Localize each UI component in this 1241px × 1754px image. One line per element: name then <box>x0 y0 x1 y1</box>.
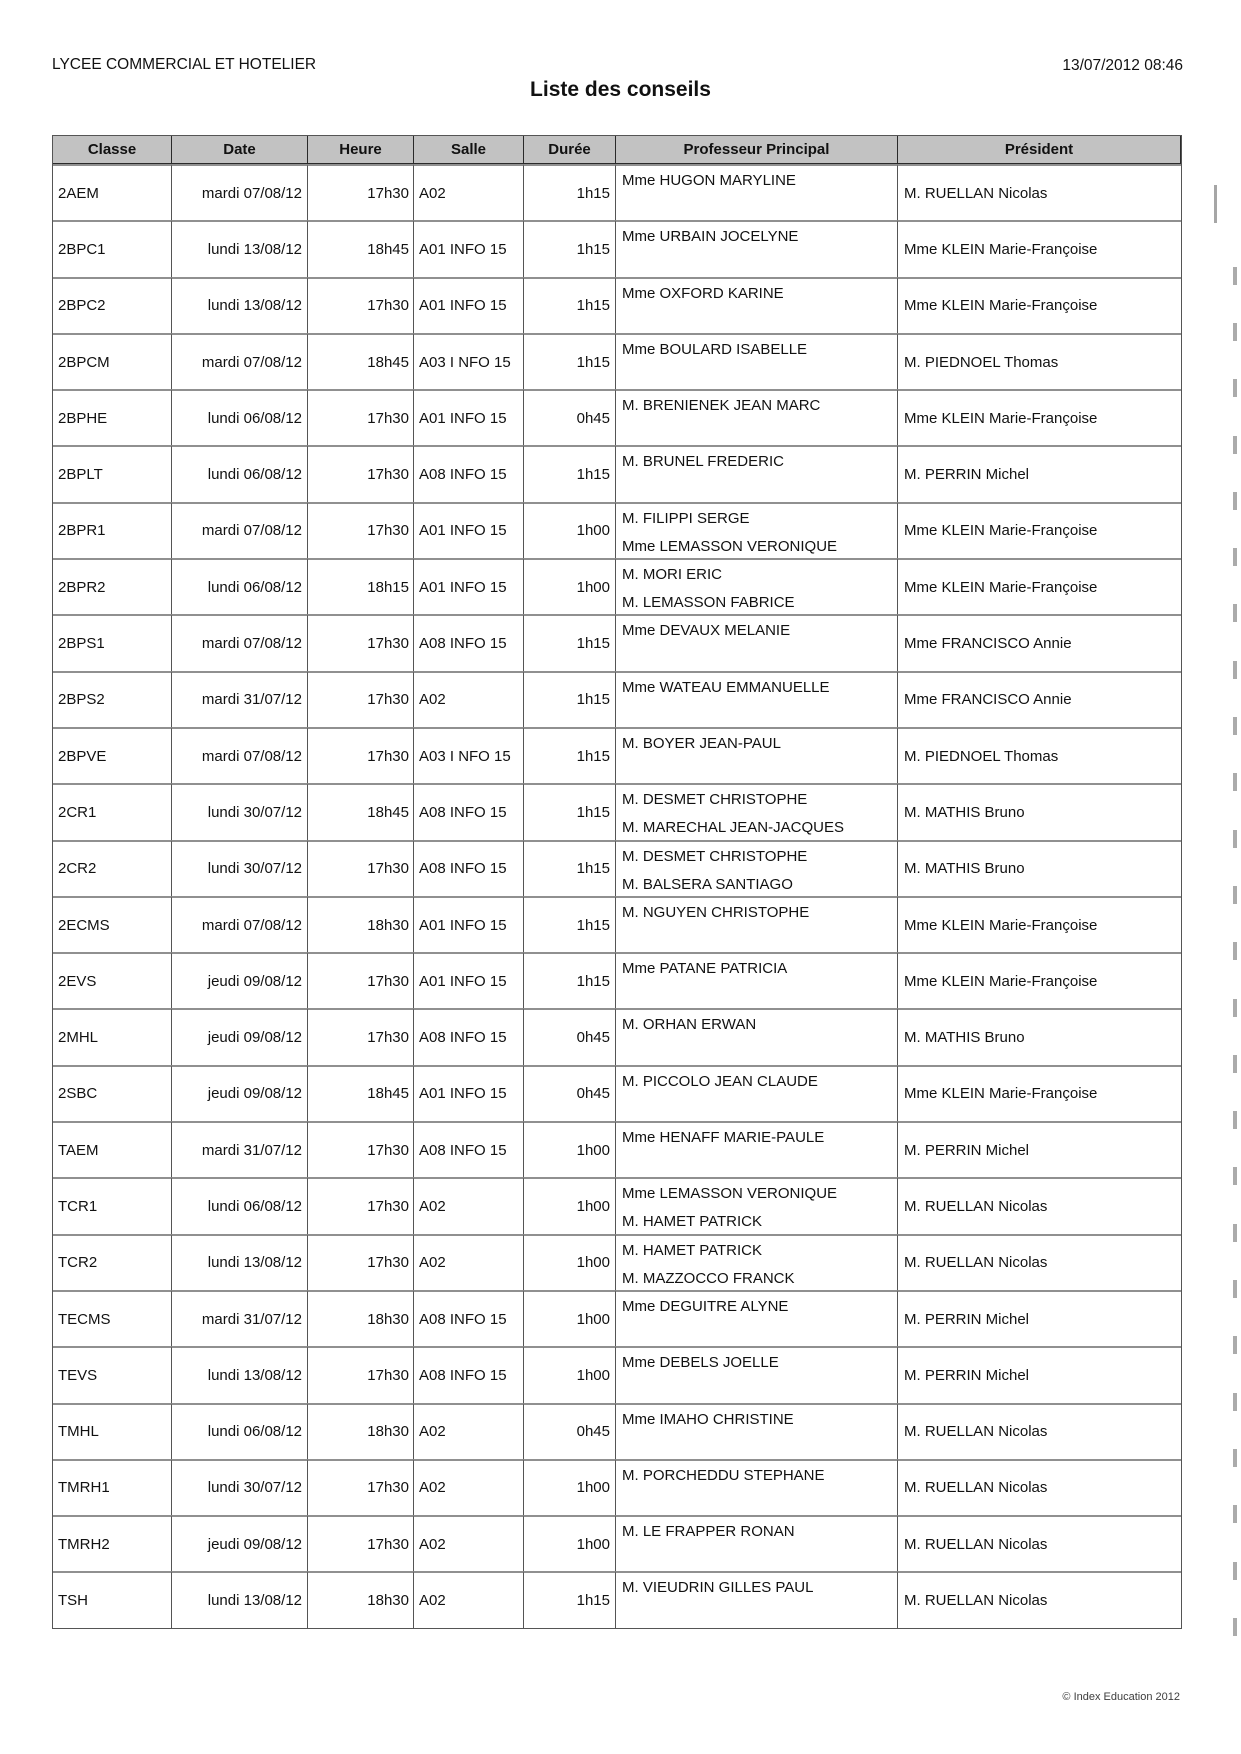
cell-professeur-principal <box>616 1290 898 1346</box>
cell-president: M. PIEDNOEL Thomas <box>898 333 1181 389</box>
cell-salle: A08 INFO 15 <box>414 783 524 839</box>
cell-duree: 1h00 <box>524 1515 616 1571</box>
cell-heure: 17h30 <box>308 502 414 558</box>
cell-president: Mme KLEIN Marie-Françoise <box>898 1065 1181 1121</box>
page-edge-tick <box>1233 1224 1237 1242</box>
cell-duree: 1h15 <box>524 952 616 1008</box>
cell-heure: 17h30 <box>308 952 414 1008</box>
cell-date: lundi 13/08/12 <box>172 1571 308 1627</box>
cell-duree: 1h15 <box>524 220 616 276</box>
cell-heure: 17h30 <box>308 840 414 896</box>
page-title: Liste des conseils <box>530 78 711 101</box>
page-edge-tick <box>1233 604 1237 622</box>
page-edge-tick <box>1233 1055 1237 1073</box>
cell-duree: 1h00 <box>524 502 616 558</box>
cell-heure: 17h30 <box>308 727 414 783</box>
column-header-president: Président <box>898 136 1181 164</box>
professeur-principal-name: M. HAMET PATRICK <box>622 1213 763 1231</box>
professeur-principal-name: M. MORI ERIC <box>622 566 722 584</box>
cell-professeur-principal <box>616 1008 898 1064</box>
cell-heure: 18h30 <box>308 1403 414 1459</box>
cell-professeur-principal <box>616 558 898 614</box>
cell-duree: 1h00 <box>524 1121 616 1177</box>
cell-date: mardi 07/08/12 <box>172 727 308 783</box>
cell-duree: 1h15 <box>524 445 616 501</box>
cell-heure: 17h30 <box>308 1459 414 1515</box>
cell-duree: 1h15 <box>524 164 616 220</box>
cell-duree: 1h15 <box>524 1571 616 1627</box>
cell-classe: 2MHL <box>53 1008 172 1064</box>
professeur-principal-name: Mme HENAFF MARIE-PAULE <box>622 1129 825 1147</box>
cell-duree: 1h00 <box>524 558 616 614</box>
cell-president: M. PERRIN Michel <box>898 1290 1181 1346</box>
cell-salle: A01 INFO 15 <box>414 558 524 614</box>
print-datetime: 13/07/2012 08:46 <box>1062 57 1183 74</box>
cell-classe: 2BPR1 <box>53 502 172 558</box>
cell-classe: TCR1 <box>53 1177 172 1233</box>
cell-president: Mme KLEIN Marie-Françoise <box>898 277 1181 333</box>
professeur-principal-name: Mme BOULARD ISABELLE <box>622 340 808 358</box>
cell-classe: 2CR2 <box>53 840 172 896</box>
cell-date: lundi 06/08/12 <box>172 1403 308 1459</box>
page-edge-tick <box>1233 999 1237 1017</box>
professeur-principal-name: M. FILIPPI SERGE <box>622 509 750 527</box>
cell-date: lundi 30/07/12 <box>172 783 308 839</box>
cell-date: mardi 07/08/12 <box>172 164 308 220</box>
professeur-principal-name: M. BRUNEL FREDERIC <box>622 453 784 471</box>
cell-professeur-principal <box>616 1346 898 1402</box>
cell-professeur-principal <box>616 1403 898 1459</box>
cell-classe: TEVS <box>53 1346 172 1402</box>
cell-president: Mme KLEIN Marie-Françoise <box>898 389 1181 445</box>
cell-president: M. PERRIN Michel <box>898 1346 1181 1402</box>
page-edge-tick <box>1233 1167 1237 1185</box>
cell-date: lundi 30/07/12 <box>172 1459 308 1515</box>
professeur-principal-name: M. NGUYEN CHRISTOPHE <box>622 903 810 921</box>
cell-professeur-principal <box>616 952 898 1008</box>
cell-classe: TSH <box>53 1571 172 1627</box>
cell-duree: 1h15 <box>524 783 616 839</box>
school-name: LYCEE COMMERCIAL ET HOTELIER <box>52 56 317 73</box>
cell-professeur-principal <box>616 783 898 839</box>
cell-professeur-principal <box>616 1234 898 1290</box>
cell-professeur-principal <box>616 896 898 952</box>
page-edge-tick <box>1233 717 1237 735</box>
cell-classe: TCR2 <box>53 1234 172 1290</box>
cell-date: jeudi 09/08/12 <box>172 1515 308 1571</box>
professeur-principal-name: M. MARECHAL JEAN-JACQUES <box>622 819 844 837</box>
cell-salle: A02 <box>414 1515 524 1571</box>
page-edge-tick <box>1233 436 1237 454</box>
column-header-date: Date <box>172 136 308 164</box>
cell-date: mardi 31/07/12 <box>172 1290 308 1346</box>
cell-date: lundi 13/08/12 <box>172 277 308 333</box>
cell-date: lundi 13/08/12 <box>172 1234 308 1290</box>
cell-classe: 2BPR2 <box>53 558 172 614</box>
column-header-duree: Durée <box>524 136 616 164</box>
cell-classe: 2BPLT <box>53 445 172 501</box>
cell-classe: TAEM <box>53 1121 172 1177</box>
cell-duree: 1h15 <box>524 277 616 333</box>
page-edge-tick <box>1233 548 1237 566</box>
cell-heure: 18h30 <box>308 1290 414 1346</box>
cell-salle: A01 INFO 15 <box>414 277 524 333</box>
cell-salle: A08 INFO 15 <box>414 1121 524 1177</box>
cell-duree: 1h15 <box>524 614 616 670</box>
cell-salle: A08 INFO 15 <box>414 1346 524 1402</box>
professeur-principal-name: M. PICCOLO JEAN CLAUDE <box>622 1072 818 1090</box>
cell-date: lundi 06/08/12 <box>172 389 308 445</box>
professeur-principal-name: Mme LEMASSON VERONIQUE <box>622 1185 838 1203</box>
cell-professeur-principal <box>616 1177 898 1233</box>
cell-professeur-principal <box>616 445 898 501</box>
page-edge-tick <box>1233 1505 1237 1523</box>
cell-salle: A02 <box>414 1459 524 1515</box>
professeur-principal-name: Mme WATEAU EMMANUELLE <box>622 678 830 696</box>
cell-salle: A01 INFO 15 <box>414 389 524 445</box>
cell-salle: A02 <box>414 164 524 220</box>
cell-professeur-principal <box>616 671 898 727</box>
cell-salle: A01 INFO 15 <box>414 896 524 952</box>
column-header-professeur-principal: Professeur Principal <box>616 136 898 164</box>
professeur-principal-name: M. ORHAN ERWAN <box>622 1016 757 1034</box>
cell-president: Mme KLEIN Marie-Françoise <box>898 558 1181 614</box>
cell-classe: 2BPHE <box>53 389 172 445</box>
cell-classe: 2BPC2 <box>53 277 172 333</box>
cell-heure: 18h30 <box>308 1571 414 1627</box>
column-header-salle: Salle <box>414 136 524 164</box>
cell-date: jeudi 09/08/12 <box>172 1008 308 1064</box>
professeur-principal-name: M. VIEUDRIN GILLES PAUL <box>622 1579 814 1597</box>
column-header-heure: Heure <box>308 136 414 164</box>
cell-president: Mme FRANCISCO Annie <box>898 614 1181 670</box>
cell-professeur-principal <box>616 333 898 389</box>
cell-heure: 17h30 <box>308 389 414 445</box>
cell-president: M. RUELLAN Nicolas <box>898 1571 1181 1627</box>
cell-heure: 18h45 <box>308 1065 414 1121</box>
page-edge-tick <box>1233 1393 1237 1411</box>
cell-salle: A08 INFO 15 <box>414 1290 524 1346</box>
cell-salle: A02 <box>414 1177 524 1233</box>
cell-salle: A02 <box>414 1571 524 1627</box>
cell-salle: A02 <box>414 671 524 727</box>
cell-heure: 18h45 <box>308 783 414 839</box>
cell-professeur-principal <box>616 220 898 276</box>
professeur-principal-name: M. DESMET CHRISTOPHE <box>622 847 808 865</box>
cell-heure: 18h45 <box>308 220 414 276</box>
cell-salle: A01 INFO 15 <box>414 1065 524 1121</box>
cell-classe: 2BPS2 <box>53 671 172 727</box>
cell-professeur-principal <box>616 164 898 220</box>
page-edge-tick <box>1233 379 1237 397</box>
column-header-classe: Classe <box>53 136 172 164</box>
cell-date: mardi 07/08/12 <box>172 502 308 558</box>
cell-salle: A01 INFO 15 <box>414 502 524 558</box>
professeur-principal-name: Mme DEVAUX MELANIE <box>622 622 791 640</box>
cell-duree: 0h45 <box>524 1008 616 1064</box>
cell-heure: 17h30 <box>308 1346 414 1402</box>
cell-heure: 17h30 <box>308 614 414 670</box>
professeur-principal-name: Mme HUGON MARYLINE <box>622 172 796 189</box>
cell-duree: 1h00 <box>524 1459 616 1515</box>
cell-heure: 18h45 <box>308 333 414 389</box>
cell-heure: 18h30 <box>308 896 414 952</box>
professeur-principal-name: M. DESMET CHRISTOPHE <box>622 791 808 809</box>
professeur-principal-name: M. HAMET PATRICK <box>622 1241 763 1259</box>
cell-president: Mme FRANCISCO Annie <box>898 671 1181 727</box>
page-edge-tick <box>1233 830 1237 848</box>
cell-president: M. RUELLAN Nicolas <box>898 1459 1181 1515</box>
cell-professeur-principal <box>616 389 898 445</box>
cell-classe: 2AEM <box>53 164 172 220</box>
cell-professeur-principal <box>616 727 898 783</box>
cell-classe: 2SBC <box>53 1065 172 1121</box>
cell-heure: 17h30 <box>308 1121 414 1177</box>
cell-heure: 17h30 <box>308 1177 414 1233</box>
cell-date: jeudi 09/08/12 <box>172 952 308 1008</box>
page-edge-tick <box>1233 1280 1237 1298</box>
page-edge-tick <box>1233 886 1237 904</box>
professeur-principal-name: M. MAZZOCCO FRANCK <box>622 1269 795 1287</box>
cell-classe: 2EVS <box>53 952 172 1008</box>
professeur-principal-name: Mme OXFORD KARINE <box>622 284 784 302</box>
cell-professeur-principal <box>616 1571 898 1627</box>
page-edge-tick <box>1233 1449 1237 1467</box>
cell-date: lundi 06/08/12 <box>172 445 308 501</box>
cell-date: mardi 31/07/12 <box>172 1121 308 1177</box>
cell-classe: 2BPS1 <box>53 614 172 670</box>
cell-president: M. RUELLAN Nicolas <box>898 164 1181 220</box>
cell-salle: A08 INFO 15 <box>414 840 524 896</box>
cell-duree: 0h45 <box>524 1403 616 1459</box>
cell-heure: 18h15 <box>308 558 414 614</box>
cell-date: mardi 07/08/12 <box>172 333 308 389</box>
cell-president: M. PERRIN Michel <box>898 445 1181 501</box>
cell-heure: 17h30 <box>308 445 414 501</box>
cell-date: mardi 31/07/12 <box>172 671 308 727</box>
cell-date: lundi 06/08/12 <box>172 558 308 614</box>
cell-professeur-principal <box>616 1065 898 1121</box>
cell-salle: A01 INFO 15 <box>414 220 524 276</box>
cell-salle: A03 I NFO 15 <box>414 727 524 783</box>
cell-salle: A02 <box>414 1403 524 1459</box>
professeur-principal-name: M. BALSERA SANTIAGO <box>622 875 793 893</box>
professeur-principal-name: M. LE FRAPPER RONAN <box>622 1523 795 1541</box>
cell-president: Mme KLEIN Marie-Françoise <box>898 220 1181 276</box>
professeur-principal-name: M. LEMASSON FABRICE <box>622 594 795 612</box>
cell-classe: 2BPC1 <box>53 220 172 276</box>
cell-salle: A01 INFO 15 <box>414 952 524 1008</box>
cell-classe: 2BPCM <box>53 333 172 389</box>
cell-duree: 1h00 <box>524 1290 616 1346</box>
cell-president: M. RUELLAN Nicolas <box>898 1177 1181 1233</box>
cell-duree: 0h45 <box>524 389 616 445</box>
cell-date: lundi 13/08/12 <box>172 220 308 276</box>
page-edge-tick <box>1233 492 1237 510</box>
cell-heure: 17h30 <box>308 671 414 727</box>
cell-heure: 17h30 <box>308 164 414 220</box>
cell-duree: 1h15 <box>524 840 616 896</box>
cell-classe: 2CR1 <box>53 783 172 839</box>
cell-date: lundi 06/08/12 <box>172 1177 308 1233</box>
cell-heure: 17h30 <box>308 1234 414 1290</box>
cell-duree: 1h15 <box>524 727 616 783</box>
cell-classe: 2BPVE <box>53 727 172 783</box>
cell-duree: 1h00 <box>524 1177 616 1233</box>
professeur-principal-name: M. PORCHEDDU STEPHANE <box>622 1466 825 1484</box>
cell-president: M. RUELLAN Nicolas <box>898 1515 1181 1571</box>
professeur-principal-name: Mme IMAHO CHRISTINE <box>622 1410 794 1428</box>
cell-president: M. RUELLAN Nicolas <box>898 1403 1181 1459</box>
cell-president: Mme KLEIN Marie-Françoise <box>898 952 1181 1008</box>
cell-salle: A02 <box>414 1234 524 1290</box>
cell-president: M. MATHIS Bruno <box>898 840 1181 896</box>
cell-president: M. PIEDNOEL Thomas <box>898 727 1181 783</box>
professeur-principal-name: M. BOYER JEAN-PAUL <box>622 734 781 752</box>
page-edge-tick <box>1233 1336 1237 1354</box>
cell-classe: TECMS <box>53 1290 172 1346</box>
page-edge-tick <box>1233 323 1237 341</box>
cell-classe: TMHL <box>53 1403 172 1459</box>
cell-salle: A08 INFO 15 <box>414 1008 524 1064</box>
cell-date: lundi 30/07/12 <box>172 840 308 896</box>
page-edge-tick <box>1233 942 1237 960</box>
page-edge-mark <box>1214 185 1217 223</box>
cell-duree: 0h45 <box>524 1065 616 1121</box>
conseils-table <box>52 135 1182 1629</box>
cell-professeur-principal <box>616 502 898 558</box>
cell-duree: 1h15 <box>524 896 616 952</box>
cell-date: jeudi 09/08/12 <box>172 1065 308 1121</box>
cell-professeur-principal <box>616 277 898 333</box>
cell-salle: A08 INFO 15 <box>414 614 524 670</box>
cell-classe: 2ECMS <box>53 896 172 952</box>
cell-classe: TMRH2 <box>53 1515 172 1571</box>
page-edge-tick <box>1233 1111 1237 1129</box>
cell-date: mardi 07/08/12 <box>172 614 308 670</box>
professeur-principal-name: Mme DEGUITRE ALYNE <box>622 1297 789 1315</box>
professeur-principal-name: Mme PATANE PATRICIA <box>622 960 788 978</box>
cell-heure: 17h30 <box>308 277 414 333</box>
cell-professeur-principal <box>616 840 898 896</box>
cell-date: mardi 07/08/12 <box>172 896 308 952</box>
cell-professeur-principal <box>616 1459 898 1515</box>
cell-duree: 1h15 <box>524 671 616 727</box>
cell-professeur-principal <box>616 1515 898 1571</box>
cell-duree: 1h15 <box>524 333 616 389</box>
copyright-notice: © Index Education 2012 <box>1062 1691 1180 1703</box>
cell-heure: 17h30 <box>308 1008 414 1064</box>
page-edge-tick <box>1233 773 1237 791</box>
cell-president: M. MATHIS Bruno <box>898 783 1181 839</box>
cell-heure: 17h30 <box>308 1515 414 1571</box>
cell-classe: TMRH1 <box>53 1459 172 1515</box>
page-edge-tick <box>1233 267 1237 285</box>
cell-salle: A03 I NFO 15 <box>414 333 524 389</box>
professeur-principal-name: M. BRENIENEK JEAN MARC <box>622 397 821 415</box>
cell-president: M. RUELLAN Nicolas <box>898 1234 1181 1290</box>
cell-president: M. PERRIN Michel <box>898 1121 1181 1177</box>
page-edge-tick <box>1233 1562 1237 1580</box>
professeur-principal-name: Mme DEBELS JOELLE <box>622 1354 779 1372</box>
cell-president: Mme KLEIN Marie-Françoise <box>898 502 1181 558</box>
cell-duree: 1h00 <box>524 1234 616 1290</box>
cell-professeur-principal <box>616 614 898 670</box>
cell-duree: 1h00 <box>524 1346 616 1402</box>
page-edge-tick <box>1233 661 1237 679</box>
cell-salle: A08 INFO 15 <box>414 445 524 501</box>
cell-professeur-principal <box>616 1121 898 1177</box>
cell-date: lundi 13/08/12 <box>172 1346 308 1402</box>
cell-president: Mme KLEIN Marie-Françoise <box>898 896 1181 952</box>
professeur-principal-name: Mme URBAIN JOCELYNE <box>622 228 799 246</box>
page-edge-tick <box>1233 1618 1237 1636</box>
cell-president: M. MATHIS Bruno <box>898 1008 1181 1064</box>
professeur-principal-name: Mme LEMASSON VERONIQUE <box>622 537 838 555</box>
